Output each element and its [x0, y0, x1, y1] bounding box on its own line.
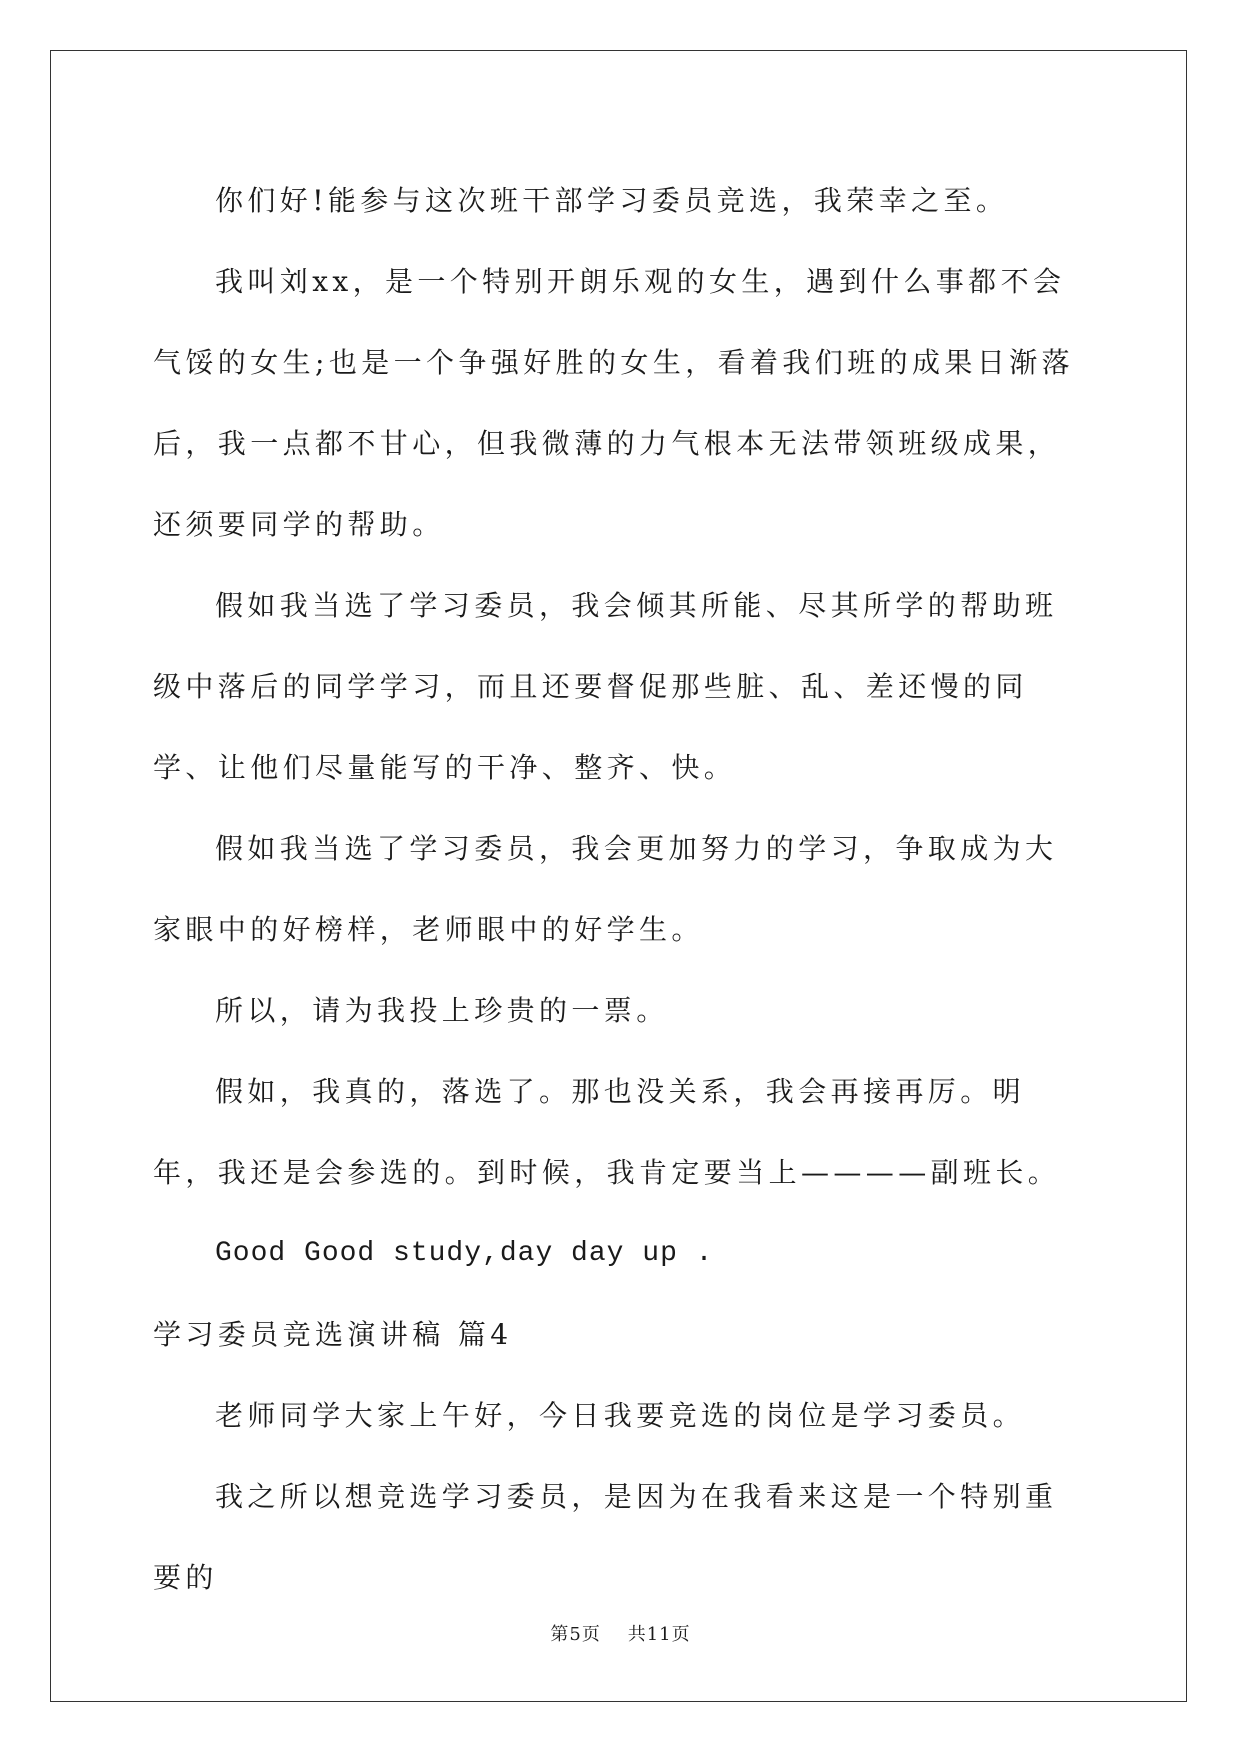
paragraph-self-introduction: 我叫刘xx，是一个特别开朗乐观的女生，遇到什么事都不会气馁的女生;也是一个争强好胜的女生，看着我们班的成果日渐落后，我一点都不甘心，但我微薄的力气根本无法带领班级成果，还须要同学的帮助。 — [153, 265, 1075, 541]
paragraph-if-not-elected: 假如，我真的，落选了。那也没关系，我会再接再厉。明年，我还是会参选的。到时候，我肯定要当上————副班长。 — [153, 1075, 1061, 1189]
paragraph-reason: 我之所以想竞选学习委员，是因为在我看来这是一个特别重要的 — [153, 1480, 1058, 1594]
paragraph-role-model: 假如我当选了学习委员，我会更加努力的学习，争取成为大家眼中的好榜样，老师眼中的好学生。 — [153, 832, 1058, 946]
section-heading: 学习委员竞选演讲稿 篇4 — [153, 1318, 513, 1351]
paragraph-motto: Good Good study,day day up . — [215, 1238, 714, 1269]
page-total: 共11页 — [627, 1624, 691, 1645]
document-body — [153, 160, 1088, 1618]
page-number: 第5页 — [550, 1624, 601, 1645]
page-footer — [0, 1620, 1241, 1646]
paragraph-help-classmates: 假如我当选了学习委员，我会倾其所能、尽其所学的帮助班级中落后的同学学习，而且还要督促那些脏、乱、差还慢的同学、让他们尽量能写的干净、整齐、快。 — [153, 589, 1058, 784]
paragraph-opening: 老师同学大家上午好，今日我要竞选的岗位是学习委员。 — [215, 1399, 1026, 1432]
paragraph-vote-request: 所以，请为我投上珍贵的一票。 — [215, 994, 669, 1027]
paragraph-greeting: 你们好!能参与这次班干部学习委员竞选，我荣幸之至。 — [215, 184, 1009, 217]
